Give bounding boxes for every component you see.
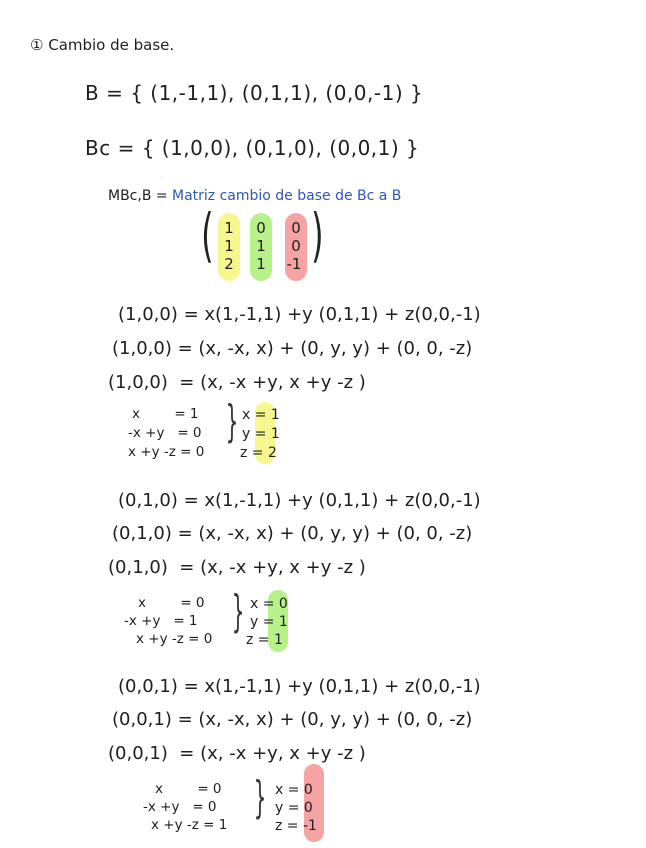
block1-system-2: -x +y = 0 — [128, 425, 202, 441]
block3-system-2: -x +y = 0 — [143, 799, 217, 815]
matrix-right-paren: ) — [311, 201, 324, 269]
matrix-left-paren: ( — [201, 201, 214, 269]
matrix-cell: -1 — [286, 255, 302, 273]
block3-system-1: x = 0 — [155, 781, 222, 797]
block1-solution-2: y = 1 — [242, 426, 280, 442]
block1-equation-2: (1,0,0) = (x, -x, x) + (0, y, y) + (0, 0, -z) — [112, 338, 473, 359]
block3-solution-3: z = -1 — [275, 818, 317, 834]
block2-brace: } — [231, 586, 245, 637]
block1-system-1: x = 1 — [132, 406, 199, 422]
matrix-cell: 1 — [256, 255, 266, 273]
block3-equation-1: (0,0,1) = x(1,-1,1) +y (0,1,1) + z(0,0,-1) — [118, 676, 481, 697]
matrix-cell: 0 — [256, 219, 266, 237]
block1-brace: } — [225, 396, 239, 447]
block3-equation-2: (0,0,1) = (x, -x, x) + (0, y, y) + (0, 0, -z) — [112, 709, 473, 730]
block2-system-2: -x +y = 1 — [124, 613, 198, 629]
block1-equation-3: (1,0,0) = (x, -x +y, x +y -z ) — [108, 372, 366, 393]
matrix-cell: 0 — [291, 219, 301, 237]
block2-solution-2: y = 1 — [250, 614, 288, 630]
block1-equation-1: (1,0,0) = x(1,-1,1) +y (0,1,1) + z(0,0,-1) — [118, 304, 481, 325]
block3-system-3: x +y -z = 1 — [151, 817, 228, 833]
block2-system-1: x = 0 — [138, 595, 205, 611]
block2-equation-2: (0,1,0) = (x, -x, x) + (0, y, y) + (0, 0, -z) — [112, 523, 473, 544]
block1-solution-1: x = 1 — [242, 407, 280, 423]
block1-system-3: x +y -z = 0 — [128, 444, 205, 460]
block2-solution-1: x = 0 — [250, 596, 288, 612]
block2-equation-3: (0,1,0) = (x, -x +y, x +y -z ) — [108, 557, 366, 578]
block3-solution-2: y = 0 — [275, 800, 313, 816]
matrix-cell: 1 — [224, 237, 234, 255]
block2-equation-1: (0,1,0) = x(1,-1,1) +y (0,1,1) + z(0,0,-1) — [118, 490, 481, 511]
block2-solution-3: z = 1 — [246, 632, 283, 648]
basis-b: B = { (1,-1,1), (0,1,1), (0,0,-1) } — [85, 81, 424, 105]
matrix-cell: 2 — [224, 255, 234, 273]
block3-brace: } — [253, 772, 267, 823]
matrix-cell: 1 — [224, 219, 234, 237]
block3-solution-1: x = 0 — [275, 782, 313, 798]
basis-bc: Bc = { (1,0,0), (0,1,0), (0,0,1) } — [85, 136, 420, 160]
matrix-description: Matriz cambio de base de Bc a B — [172, 188, 402, 204]
block3-equation-3: (0,0,1) = (x, -x +y, x +y -z ) — [108, 743, 366, 764]
section-heading: ① Cambio de base. — [30, 36, 175, 54]
block1-solution-3: z = 2 — [240, 445, 277, 461]
matrix-cell: 1 — [256, 237, 266, 255]
matrix-label: MBc,B = — [108, 188, 168, 204]
block2-system-3: x +y -z = 0 — [136, 631, 213, 647]
matrix-cell: 0 — [291, 237, 301, 255]
